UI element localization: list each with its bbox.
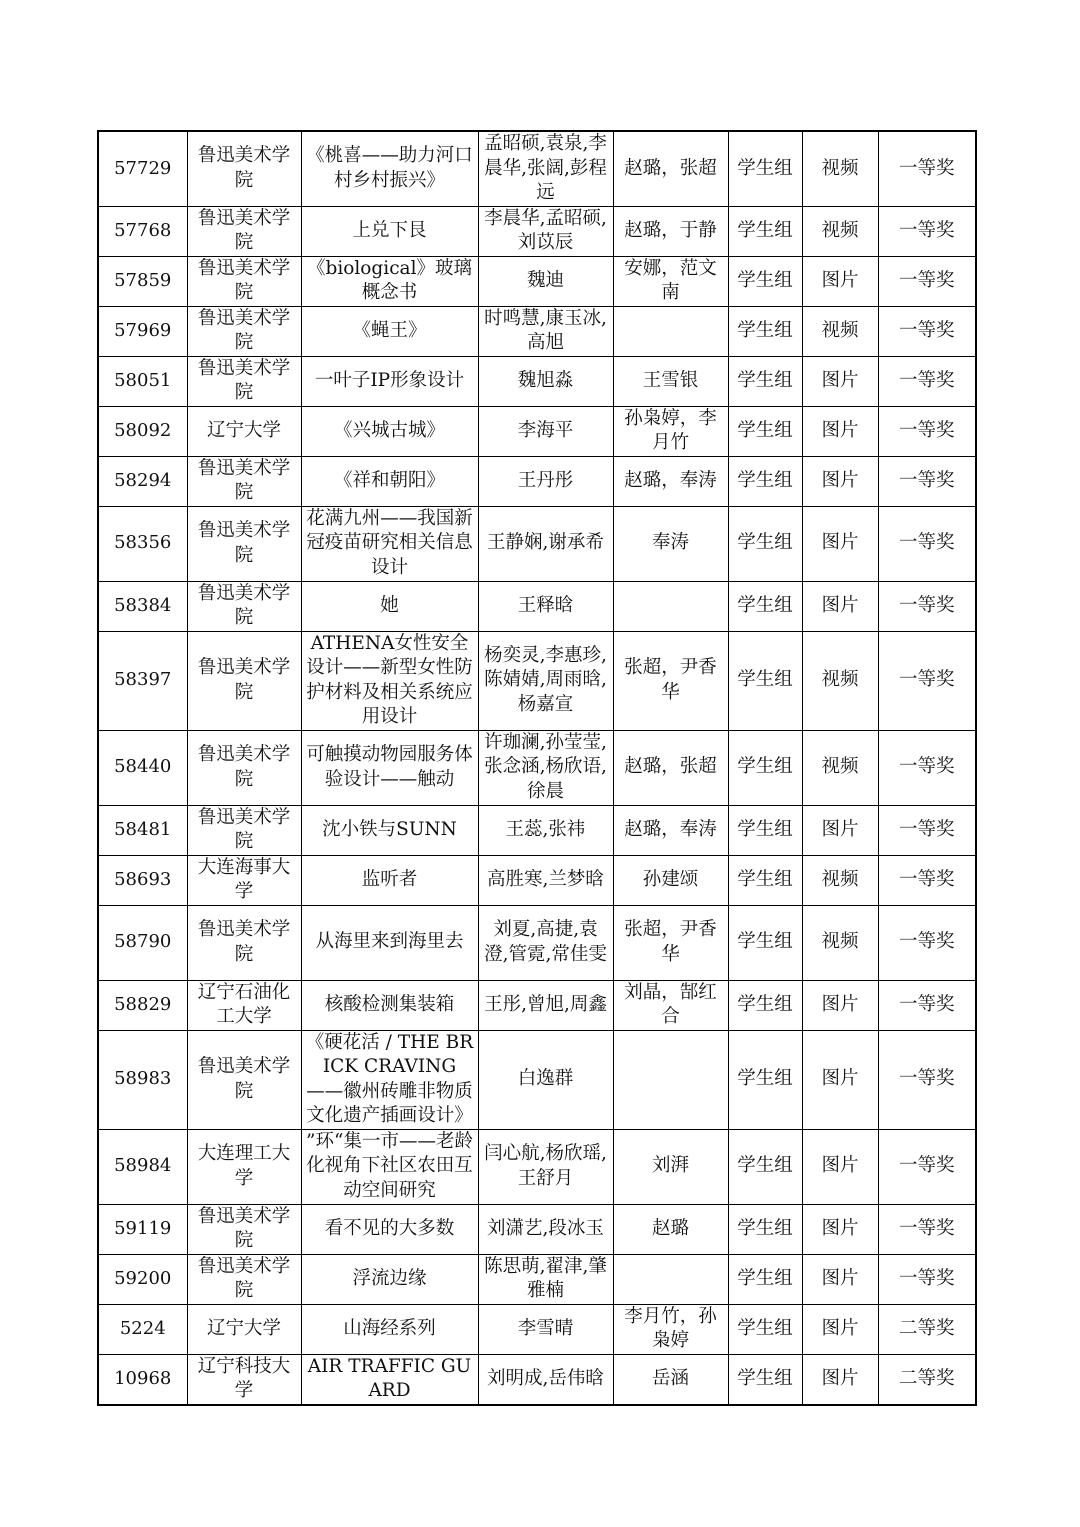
table-row [98,855,976,905]
entry-id-cell: 58790 [98,905,187,980]
group-cell: 学生组 [728,1129,802,1204]
school-cell: 鲁迅美术学院 [187,730,301,805]
authors-cell: 杨奕灵,李惠珍,陈婧婧,周雨晗,杨嘉宣 [478,631,613,730]
awards-table-body [98,131,976,1405]
group-cell: 学生组 [728,356,802,406]
title-cell: ATHENA女性安全设计——新型女性防护材料及相关系统应用设计 [301,631,478,730]
authors-cell: 魏迪 [478,256,613,306]
prize-cell: 一等奖 [878,730,976,805]
table-row [98,1129,976,1204]
school-cell: 鲁迅美术学院 [187,1030,301,1129]
type-cell: 图片 [802,1129,878,1204]
advisor-cell [613,306,728,356]
group-cell: 学生组 [728,306,802,356]
group-cell: 学生组 [728,631,802,730]
school-cell: 辽宁石油化工大学 [187,980,301,1030]
type-cell: 图片 [802,256,878,306]
prize-cell: 一等奖 [878,1129,976,1204]
prize-cell: 一等奖 [878,1254,976,1304]
type-cell: 视频 [802,306,878,356]
advisor-cell: 奉涛 [613,506,728,581]
authors-cell: 王丹彤 [478,456,613,506]
school-cell: 鲁迅美术学院 [187,131,301,206]
entry-id-cell: 58384 [98,581,187,631]
table-row [98,206,976,256]
title-cell: 山海经系列 [301,1304,478,1354]
group-cell: 学生组 [728,1254,802,1304]
title-cell: 《兴城古城》 [301,406,478,456]
group-cell: 学生组 [728,206,802,256]
school-cell: 辽宁大学 [187,406,301,456]
authors-cell: 李晨华,孟昭硕,刘苡辰 [478,206,613,256]
type-cell: 图片 [802,456,878,506]
advisor-cell: 李月竹，孙枭婷 [613,1304,728,1354]
school-cell: 鲁迅美术学院 [187,1254,301,1304]
type-cell: 图片 [802,506,878,581]
title-cell: 上兑下艮 [301,206,478,256]
prize-cell: 一等奖 [878,506,976,581]
type-cell: 视频 [802,131,878,206]
title-cell: 《biological》玻璃概念书 [301,256,478,306]
title-cell: 核酸检测集装箱 [301,980,478,1030]
authors-cell: 李海平 [478,406,613,456]
school-cell: 鲁迅美术学院 [187,805,301,855]
awards-table [97,130,977,1406]
school-cell: 大连海事大学 [187,855,301,905]
type-cell: 图片 [802,356,878,406]
advisor-cell: 赵璐，奉涛 [613,456,728,506]
school-cell: 鲁迅美术学院 [187,206,301,256]
group-cell: 学生组 [728,256,802,306]
type-cell: 图片 [802,406,878,456]
prize-cell: 一等奖 [878,581,976,631]
title-cell: ”环“集一市——老龄化视角下社区农田互动空间研究 [301,1129,478,1204]
authors-cell: 刘明成,岳伟晗 [478,1354,613,1405]
group-cell: 学生组 [728,131,802,206]
prize-cell: 二等奖 [878,1304,976,1354]
school-cell: 大连理工大学 [187,1129,301,1204]
authors-cell: 白逸群 [478,1030,613,1129]
title-cell: 花满九州——我国新冠疫苗研究相关信息设计 [301,506,478,581]
group-cell: 学生组 [728,1204,802,1254]
group-cell: 学生组 [728,581,802,631]
type-cell: 视频 [802,855,878,905]
prize-cell: 一等奖 [878,631,976,730]
title-cell: 监听者 [301,855,478,905]
type-cell: 图片 [802,1030,878,1129]
table-row [98,905,976,980]
entry-id-cell: 10968 [98,1354,187,1405]
prize-cell: 一等奖 [878,356,976,406]
advisor-cell: 王雪银 [613,356,728,406]
school-cell: 鲁迅美术学院 [187,905,301,980]
type-cell: 图片 [802,581,878,631]
advisor-cell: 赵璐 [613,1204,728,1254]
type-cell: 图片 [802,1354,878,1405]
prize-cell: 一等奖 [878,805,976,855]
authors-cell: 魏旭淼 [478,356,613,406]
advisor-cell: 孙建颂 [613,855,728,905]
prize-cell: 一等奖 [878,206,976,256]
authors-cell: 时鸣慧,康玉冰,高旭 [478,306,613,356]
title-cell: 她 [301,581,478,631]
entry-id-cell: 58440 [98,730,187,805]
entry-id-cell: 59200 [98,1254,187,1304]
table-row [98,805,976,855]
authors-cell: 王蕊,张祎 [478,805,613,855]
school-cell: 鲁迅美术学院 [187,581,301,631]
advisor-cell: 张超，尹香华 [613,631,728,730]
group-cell: 学生组 [728,456,802,506]
school-cell: 鲁迅美术学院 [187,256,301,306]
entry-id-cell: 58983 [98,1030,187,1129]
type-cell: 视频 [802,905,878,980]
table-row [98,356,976,406]
authors-cell: 李雪晴 [478,1304,613,1354]
advisor-cell [613,581,728,631]
table-row [98,1204,976,1254]
entry-id-cell: 5224 [98,1304,187,1354]
advisor-cell [613,1030,728,1129]
school-cell: 鲁迅美术学院 [187,356,301,406]
table-row [98,980,976,1030]
authors-cell: 刘夏,高捷,袁澄,管霓,常佳雯 [478,905,613,980]
group-cell: 学生组 [728,980,802,1030]
prize-cell: 二等奖 [878,1354,976,1405]
advisor-cell: 赵璐，张超 [613,730,728,805]
advisor-cell: 张超，尹香华 [613,905,728,980]
type-cell: 图片 [802,980,878,1030]
entry-id-cell: 57969 [98,306,187,356]
school-cell: 鲁迅美术学院 [187,631,301,730]
group-cell: 学生组 [728,1304,802,1354]
type-cell: 视频 [802,631,878,730]
entry-id-cell: 57859 [98,256,187,306]
school-cell: 鲁迅美术学院 [187,456,301,506]
type-cell: 视频 [802,730,878,805]
authors-cell: 王静娴,谢承希 [478,506,613,581]
entry-id-cell: 58051 [98,356,187,406]
advisor-cell: 赵璐，奉涛 [613,805,728,855]
type-cell: 图片 [802,1254,878,1304]
title-cell: AIR TRAFFIC GUARD [301,1354,478,1405]
authors-cell: 高胜寒,兰梦晗 [478,855,613,905]
entry-id-cell: 58481 [98,805,187,855]
advisor-cell: 安娜，范文南 [613,256,728,306]
group-cell: 学生组 [728,406,802,456]
authors-cell: 陈思萌,翟津,肇雅楠 [478,1254,613,1304]
prize-cell: 一等奖 [878,306,976,356]
title-cell: 《桃喜——助力河口村乡村振兴》 [301,131,478,206]
title-cell: 一叶子IP形象设计 [301,356,478,406]
title-cell: 浮流边缘 [301,1254,478,1304]
title-cell: 从海里来到海里去 [301,905,478,980]
entry-id-cell: 58294 [98,456,187,506]
entry-id-cell: 58092 [98,406,187,456]
prize-cell: 一等奖 [878,855,976,905]
authors-cell: 孟昭硕,袁泉,李晨华,张阔,彭程远 [478,131,613,206]
title-cell: 《蝇王》 [301,306,478,356]
table-row [98,1030,976,1129]
prize-cell: 一等奖 [878,980,976,1030]
entry-id-cell: 57768 [98,206,187,256]
advisor-cell: 岳涵 [613,1354,728,1405]
school-cell: 辽宁大学 [187,1304,301,1354]
advisor-cell: 刘晶，郜红合 [613,980,728,1030]
advisor-cell: 孙枭婷，李月竹 [613,406,728,456]
authors-cell: 刘潇艺,段冰玉 [478,1204,613,1254]
table-row [98,456,976,506]
title-cell: 看不见的大多数 [301,1204,478,1254]
table-row [98,506,976,581]
authors-cell: 王释晗 [478,581,613,631]
prize-cell: 一等奖 [878,256,976,306]
group-cell: 学生组 [728,905,802,980]
prize-cell: 一等奖 [878,905,976,980]
table-row [98,406,976,456]
prize-cell: 一等奖 [878,406,976,456]
type-cell: 图片 [802,805,878,855]
prize-cell: 一等奖 [878,1030,976,1129]
table-row [98,131,976,206]
prize-cell: 一等奖 [878,1204,976,1254]
type-cell: 图片 [802,1204,878,1254]
table-row [98,1354,976,1405]
group-cell: 学生组 [728,730,802,805]
entry-id-cell: 57729 [98,131,187,206]
authors-cell: 王彤,曾旭,周鑫 [478,980,613,1030]
school-cell: 鲁迅美术学院 [187,1204,301,1254]
advisor-cell: 赵璐，张超 [613,131,728,206]
advisor-cell: 刘湃 [613,1129,728,1204]
advisor-cell: 赵璐，于静 [613,206,728,256]
school-cell: 鲁迅美术学院 [187,506,301,581]
prize-cell: 一等奖 [878,456,976,506]
prize-cell: 一等奖 [878,131,976,206]
group-cell: 学生组 [728,855,802,905]
entry-id-cell: 58397 [98,631,187,730]
title-cell: 可触摸动物园服务体验设计——触动 [301,730,478,805]
entry-id-cell: 58829 [98,980,187,1030]
school-cell: 辽宁科技大学 [187,1354,301,1405]
table-row [98,256,976,306]
group-cell: 学生组 [728,1354,802,1405]
school-cell: 鲁迅美术学院 [187,306,301,356]
table-row [98,730,976,805]
group-cell: 学生组 [728,506,802,581]
entry-id-cell: 59119 [98,1204,187,1254]
table-row [98,581,976,631]
authors-cell: 许珈澜,孙莹莹,张念涵,杨欣语,徐晨 [478,730,613,805]
table-row [98,1254,976,1304]
type-cell: 图片 [802,1304,878,1354]
entry-id-cell: 58693 [98,855,187,905]
group-cell: 学生组 [728,805,802,855]
table-row [98,306,976,356]
advisor-cell [613,1254,728,1304]
authors-cell: 闫心航,杨欣瑶,王舒月 [478,1129,613,1204]
type-cell: 视频 [802,206,878,256]
table-row [98,631,976,730]
entry-id-cell: 58984 [98,1129,187,1204]
group-cell: 学生组 [728,1030,802,1129]
title-cell: 沈小铁与SUNN [301,805,478,855]
title-cell: 《硬花活 / THE BRICK CRAVING——徽州砖雕非物质文化遗产插画设计》 [301,1030,478,1129]
table-row [98,1304,976,1354]
entry-id-cell: 58356 [98,506,187,581]
title-cell: 《祥和朝阳》 [301,456,478,506]
